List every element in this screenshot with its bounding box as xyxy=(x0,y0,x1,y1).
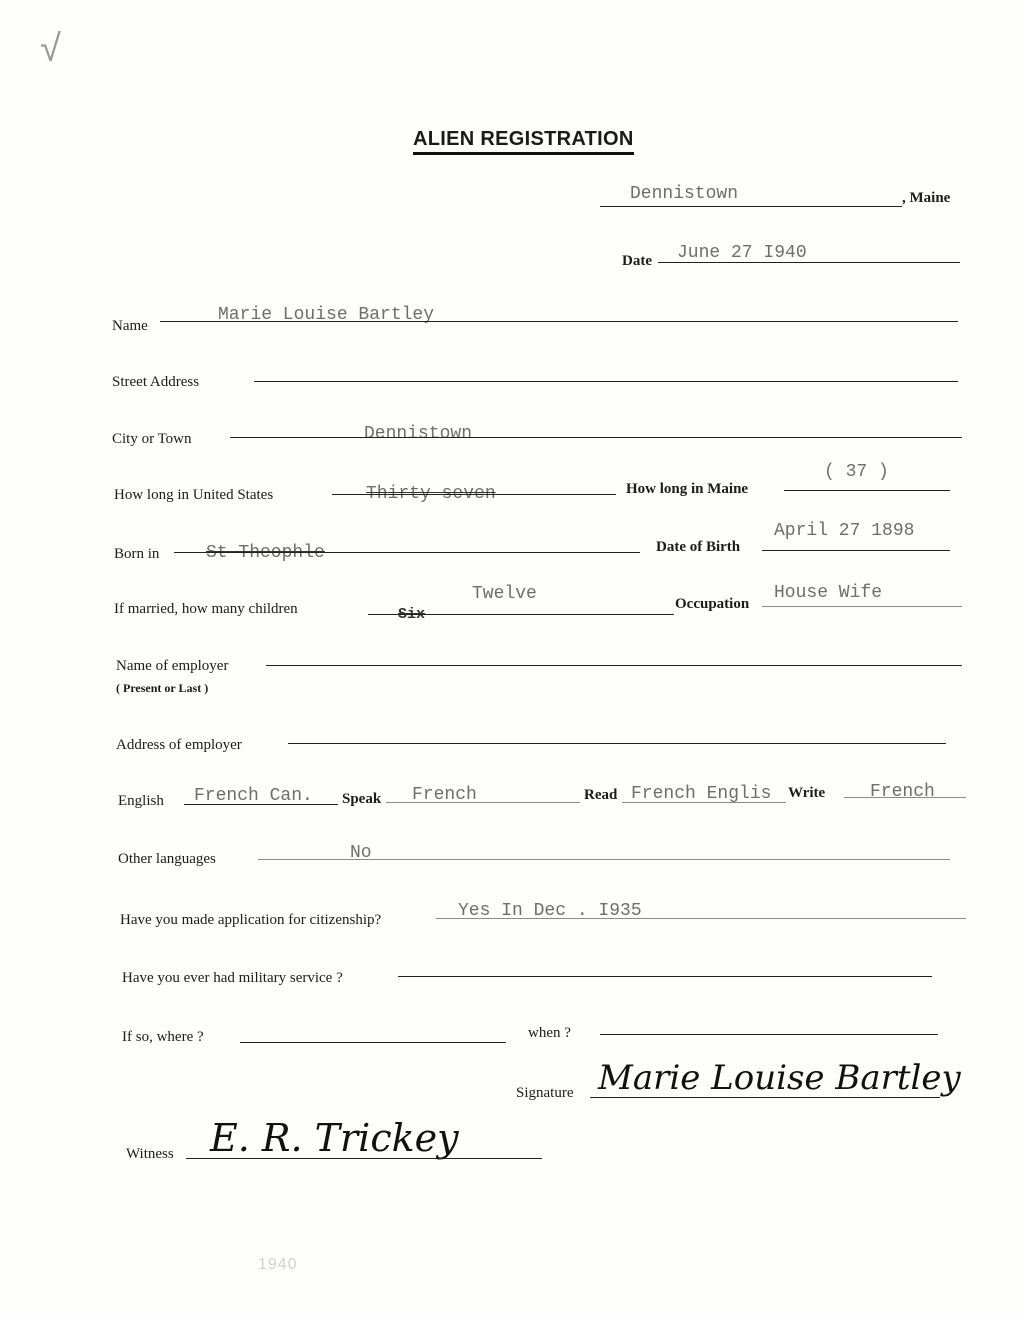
children-value: Twelve xyxy=(472,584,537,604)
city-value: Dennistown xyxy=(364,424,473,444)
speak-value: French xyxy=(412,785,477,805)
town-line xyxy=(600,206,902,207)
english-value: French Can. xyxy=(194,786,313,806)
other-languages-label: Other languages xyxy=(118,851,216,867)
when-line xyxy=(600,1034,938,1035)
english-line xyxy=(184,804,338,805)
born-in-line xyxy=(174,552,640,553)
date-line xyxy=(658,262,960,263)
name-line xyxy=(160,321,958,322)
applicant-signature: Marie Louise Bartley xyxy=(598,1058,961,1098)
employer-name-line xyxy=(266,665,962,666)
read-label: Read xyxy=(584,787,618,803)
when-label: when ? xyxy=(528,1025,571,1041)
name-value: Marie Louise Bartley xyxy=(218,305,435,325)
speak-line xyxy=(386,802,580,803)
if-so-line xyxy=(240,1042,506,1043)
employer-address-label: Address of employer xyxy=(116,737,242,753)
write-line xyxy=(844,797,966,798)
witness-line xyxy=(186,1158,542,1159)
children-line xyxy=(368,614,674,615)
how-long-us-label: How long in United States xyxy=(114,487,274,503)
dob-value: April 27 1898 xyxy=(774,521,915,541)
street-label: Street Address xyxy=(112,374,200,390)
speak-label: Speak xyxy=(342,791,382,807)
citizenship-line xyxy=(436,918,966,919)
witness-label: Witness xyxy=(126,1146,174,1162)
children-crossed-value: Six xyxy=(398,606,426,623)
form-title: ALIEN REGISTRATION xyxy=(413,128,634,155)
date-label: Date xyxy=(622,253,652,269)
born-in-label: Born in xyxy=(114,546,160,562)
dob-label: Date of Birth xyxy=(656,539,741,555)
how-long-us-line xyxy=(332,494,616,495)
occupation-label: Occupation xyxy=(675,596,750,612)
other-languages-line xyxy=(258,859,950,860)
military-label: Have you ever had military service ? xyxy=(122,970,343,986)
if-so-label: If so, where ? xyxy=(122,1029,204,1045)
occupation-value: House Wife xyxy=(774,583,883,603)
signature-line xyxy=(590,1097,940,1098)
town-value: Dennistown xyxy=(630,184,739,204)
occupation-line xyxy=(762,606,962,607)
signature-label: Signature xyxy=(516,1085,574,1101)
city-line xyxy=(230,437,962,438)
city-label: City or Town xyxy=(112,431,192,447)
employer-name-label: Name of employer xyxy=(116,658,229,674)
witness-signature: E. R. Trickey xyxy=(210,1116,459,1160)
date-value: June 27 I940 xyxy=(677,243,807,263)
name-label: Name xyxy=(112,318,148,334)
state-label: , Maine xyxy=(902,190,951,206)
children-label: If married, how many children xyxy=(114,601,298,617)
read-value: French Englis xyxy=(631,784,772,804)
check-mark: √ xyxy=(40,26,61,70)
citizenship-label: Have you made application for citizenship? xyxy=(120,912,382,928)
other-languages-value: No xyxy=(350,843,372,863)
employer-note: ( Present or Last ) xyxy=(116,681,209,695)
read-line xyxy=(622,802,786,803)
citizenship-value: Yes In Dec . I935 xyxy=(458,901,642,921)
born-in-value: St Theophle xyxy=(206,543,325,563)
how-long-maine-label: How long in Maine xyxy=(626,481,749,497)
how-long-maine-line xyxy=(784,490,950,491)
military-line xyxy=(398,976,932,977)
how-long-maine-value: ( 37 ) xyxy=(824,462,889,482)
english-label: English xyxy=(118,793,164,809)
how-long-us-value: Thirty seven xyxy=(366,484,496,504)
employer-address-line xyxy=(288,743,946,744)
write-value: French xyxy=(870,782,935,802)
write-label: Write xyxy=(788,785,826,801)
received-stamp: 1940 xyxy=(258,1256,298,1273)
street-line xyxy=(254,381,958,382)
dob-line xyxy=(762,550,950,551)
